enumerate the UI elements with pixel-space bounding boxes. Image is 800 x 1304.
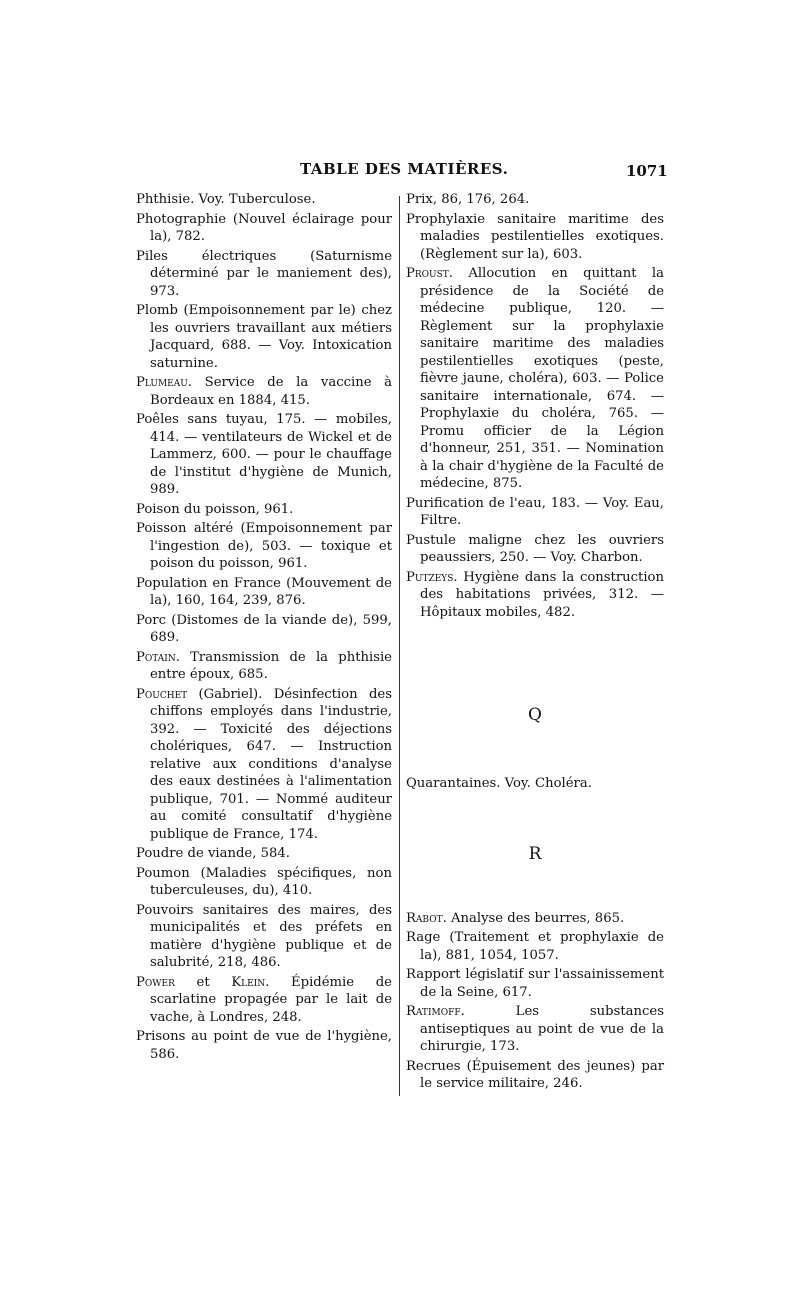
index-entry — [136, 374, 392, 409]
entry-text: Analyse des beurres, 865. — [446, 910, 625, 926]
entry-text: Poisson altéré (Empoisonnement par l'ingestion de), 503. — toxique et poison du poisson, 961. — [136, 521, 392, 571]
index-entry — [136, 248, 392, 301]
entry-author-name: Proust. — [406, 266, 453, 281]
entry-text: Recrues (Épuisement des jeunes) par le service militaire, 246. — [406, 1058, 664, 1091]
entry-text: Piles électriques (Saturnisme déterminé par le maniement des), 973. — [136, 248, 392, 299]
section-letter-q: Q — [528, 705, 542, 725]
index-entry — [406, 775, 664, 793]
index-entry — [136, 686, 392, 844]
index-section-p — [406, 191, 664, 621]
entry-text: et — [174, 974, 232, 990]
entry-author-name: Power — [136, 974, 175, 990]
entry-text: Transmission de la phthisie entre époux, 685. — [150, 649, 392, 682]
index-entry — [136, 520, 392, 573]
index-entry — [136, 302, 392, 372]
index-column-left — [136, 191, 392, 1065]
entry-author-name: Klein. — [231, 974, 270, 990]
index-entry — [136, 1028, 392, 1063]
index-entry — [136, 411, 392, 499]
index-entry — [406, 910, 664, 928]
running-header-title: TABLE DES MATIÈRES. — [300, 160, 509, 178]
index-entry — [136, 649, 392, 684]
entry-text: Prophylaxie sanitaire maritime des maladies pestilentielles exotiques. (Règlement sur la), 603. — [406, 211, 664, 262]
index-entry — [136, 575, 392, 610]
entry-text: Porc (Distomes de la viande de), 599, 689. — [136, 612, 392, 645]
index-entry — [406, 211, 664, 264]
index-entry — [406, 1003, 664, 1056]
section-letter-r: R — [528, 844, 542, 864]
index-entry — [406, 569, 664, 622]
entry-text: Quarantaines. Voy. Choléra. — [406, 775, 592, 791]
entry-text: Purification de l'eau, 183. — Voy. Eau, Filtre. — [406, 495, 664, 528]
index-entry — [136, 845, 392, 863]
entry-text: Allocution en quittant la présidence de la Société de médecine publique, 120. — Règlement sur la prophylaxie sanitaire maritime des maladies pestilentielles exotiques (peste, fièvre jaune, choléra), 603. — Police sanitaire internationale, 674. — Prophylaxie du choléra, 765. — Promu officier de la Légion d'honneur, 251, 351. — Nomination à la chair d'hygiène de la Faculté de médecine, 875. — [420, 266, 664, 491]
index-entry — [136, 501, 392, 519]
entry-text: Rapport législatif sur l'assainissement de la Seine, 617. — [406, 967, 664, 1000]
entry-text: Service de la vaccine à Bordeaux en 1884, 415. — [150, 375, 392, 408]
entry-text: Population en France (Mouvement de la), 160, 164, 239, 876. — [136, 575, 392, 608]
entry-text: Poudre de viande, 584. — [136, 846, 290, 861]
entry-text: Plomb (Empoisonnement par le) chez les ouvriers travaillant aux métiers Jacquard, 688. — Voy. Intoxication saturnine. — [136, 303, 392, 371]
index-entry — [136, 612, 392, 647]
entry-text: Poumon (Maladies spécifiques, non tuberculeuses, du), 410. — [136, 865, 392, 898]
column-divider — [399, 196, 400, 1096]
index-entry — [406, 191, 664, 209]
index-entry — [136, 902, 392, 972]
entry-author-name: Plumeau. — [136, 375, 193, 390]
index-entry — [136, 865, 392, 900]
entry-author-name: Rabot. — [406, 910, 447, 926]
entry-text: Prisons au point de vue de l'hygiène, 586. — [136, 1029, 392, 1062]
index-section-q — [406, 775, 664, 793]
index-column-right — [406, 191, 664, 1095]
entry-text: Épidémie de scarlatine propagée par le lait de vache, à Londres, 248. — [150, 974, 392, 1025]
entry-text: Pouvoirs sanitaires des maires, des municipalités et des préfets en matière d'hygiène publique et de salubrité, 218, 486. — [136, 902, 392, 970]
index-entry — [136, 211, 392, 246]
index-entry — [136, 974, 392, 1027]
entry-author-name: Potain. — [136, 649, 180, 665]
index-entry — [406, 966, 664, 1001]
entry-text: Hygiène dans la construction des habitations privées, 312. — Hôpitaux mobiles, 482. — [420, 569, 664, 620]
entry-text: Poêles sans tuyau, 175. — mobiles, 414. — ventilateurs de Wickel et de Lammerz, 600. — pour le chauffage de l'institut d'hygiène de Munich, 989. — [136, 412, 392, 497]
entry-text: Photographie (Nouvel éclairage pour la), 782. — [136, 211, 392, 244]
entry-text: Prix, 86, 176, 264. — [406, 192, 530, 207]
entry-text: Pustule maligne chez les ouvriers peaussiers, 250. — Voy. Charbon. — [406, 532, 664, 565]
entry-author-name: Putzeys. — [406, 569, 458, 585]
index-entry — [406, 929, 664, 964]
index-entry — [406, 495, 664, 530]
index-entry — [136, 191, 392, 209]
entry-text: (Gabriel). Désinfection des chiffons employés dans l'industrie, 392. — Toxicité des déjections cholériques, 647. — Instruction relative aux conditions d'analyse des eaux destinées à l'alimentation publique, 701. — Nommé auditeur au comité consultatif d'hygiène publique de France, 174. — [150, 686, 392, 842]
entry-text: Phthisie. Voy. Tuberculose. — [136, 192, 316, 207]
entry-text: Rage (Traitement et prophylaxie de la), 881, 1054, 1057. — [406, 930, 664, 963]
entry-author-name: Ratimoff. — [406, 1004, 465, 1019]
entry-text: Poison du poisson, 961. — [136, 501, 294, 517]
entry-text: Les substances antiseptiques au point de vue de la chirurgie, 173. — [420, 1004, 664, 1054]
index-section-r — [406, 910, 664, 1093]
index-entry — [406, 265, 664, 493]
page-number: 1071 — [626, 162, 668, 180]
index-entry — [406, 1058, 664, 1093]
entry-author-name: Pouchet — [136, 686, 188, 702]
index-entry — [406, 532, 664, 567]
